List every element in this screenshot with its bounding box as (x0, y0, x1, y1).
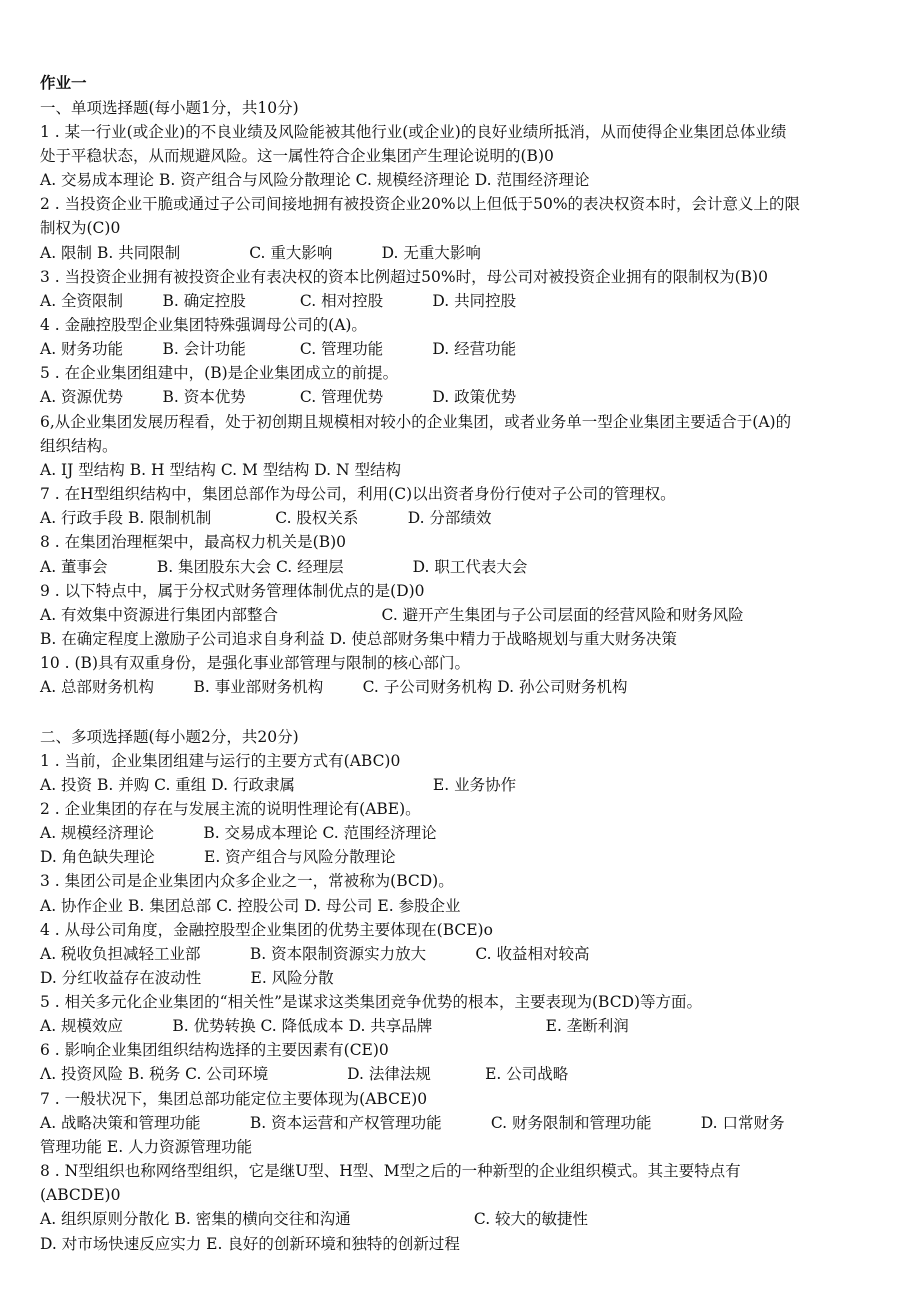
question-line: 制权为(C)0 (40, 219, 121, 237)
question-line: 3 . 当投资企业拥有被投资企业有表决权的资本比例超过50%时，母公司对被投资企业拥有的限制权为(B)0 (40, 268, 768, 286)
section-heading: 一、单项选择题(每小题1分，共10分) (40, 99, 299, 117)
question-line: A. 全资限制 B. 确定控股 C. 相对控股 D. 共同控股 (40, 292, 517, 310)
question-line: 9 . 以下特点中，属于分权式财务管理体制优点的是(D)0 (40, 582, 425, 600)
question-line: 3 . 集团公司是企业集团内众多企业之一，常被称为(BCD)。 (40, 872, 454, 890)
question-line: A. 财务功能 B. 会计功能 C. 管理功能 D. 经营功能 (40, 340, 517, 358)
question-line: A. 总部财务机构 B. 事业部财务机构 C. 子公司财务机构 D. 孙公司财务机构 (40, 678, 628, 696)
question-line: A. 投资 B. 并购 C. 重组 D. 行政隶属 E. 业务协作 (40, 776, 517, 794)
question-line: 5 . 相关多元化企业集团的“相关性”是谋求这类集团竞争优势的根本，主要表现为(BCD)等方面。 (40, 993, 703, 1011)
question-line: 5 . 在企业集团组建中，(B)是企业集团成立的前提。 (40, 364, 399, 382)
question-line: A. 规模经济理论 B. 交易成本理论 C. 范围经济理论 (40, 824, 437, 842)
question-line: 2 . 企业集团的存在与发展主流的说明性理论有(ABE)。 (40, 800, 421, 818)
question-line: 6 . 影响企业集团组织结构选择的主要因素有(CE)0 (40, 1041, 389, 1059)
document-title: 作业一 (40, 74, 87, 92)
question-line: A. 战略决策和管理功能 B. 资本运营和产权管理功能 C. 财务限制和管理功能 D. 口常财务 (40, 1114, 785, 1132)
question-line: A. 行政手段 B. 限制机制 C. 股权关系 D. 分部绩效 (40, 509, 492, 527)
question-line: A. 税收负担减轻工业部 B. 资本限制资源实力放大 C. 收益相对较高 (40, 945, 590, 963)
question-line: 8 . N型组织也称网络型组织，它是继U型、H型、M型之后的一种新型的企业组织模式。其主要特点有 (40, 1162, 741, 1180)
question-line: 8 . 在集团治理框架中，最高权力机关是(B)0 (40, 533, 346, 551)
question-line: 管理功能 E. 人力资源管理功能 (40, 1138, 253, 1156)
question-line: 1 . 某一行业(或企业)的不良业绩及风险能被其他行业(或企业)的良好业绩所抵消，从而使得企业集团总体业绩 (40, 123, 787, 141)
question-line: A. IJ 型结构 B. H 型结构 C. M 型结构 D. N 型结构 (40, 461, 401, 479)
question-line: Λ. 投资风险 B. 税务 C. 公司环境 D. 法律法规 E. 公司战略 (40, 1065, 569, 1083)
question-line: 7 . 一般状况下，集团总部功能定位主要体现为(ABCE)0 (40, 1090, 428, 1108)
question-line: A. 董事会 B. 集团股东大会 C. 经理层 D. 职工代表大会 (40, 558, 528, 576)
question-line: 处于平稳状态，从而规避风险。这一属性符合企业集团产生理论说明的(B)0 (40, 147, 554, 165)
question-line: A. 限制 B. 共同限制 C. 重大影响 D. 无重大影响 (40, 244, 481, 262)
question-line: D. 角色缺失理论 E. 资产组合与风险分散理论 (40, 848, 396, 866)
question-line: A. 协作企业 B. 集团总部 C. 控股公司 D. 母公司 E. 参股企业 (40, 897, 461, 915)
question-line: A. 规模效应 B. 优势转换 C. 降低成本 D. 共享品牌 E. 垄断利润 (40, 1017, 629, 1035)
question-line: 6,从企业集团发展历程看，处于初创期且规模相对较小的企业集团，或者业务单一型企业集团主要适合于(A)的 (40, 413, 792, 431)
question-line: 4 . 从母公司角度，金融控股型企业集团的优势主要体现在(BCE)o (40, 921, 493, 939)
question-line: D. 对市场快速反应实力 E. 良好的创新环境和独特的创新过程 (40, 1235, 460, 1253)
question-line: 2 . 当投资企业干脆或通过子公司间接地拥有被投资企业20%以上但低于50%的表决权资本时，会计意义上的限 (40, 195, 801, 213)
question-line: D. 分红收益存在波动性 E. 风险分散 (40, 969, 334, 987)
question-line: A. 有效集中资源进行集团内部整合 C. 避开产生集团与子公司层面的经营风险和财务风险 (40, 606, 744, 624)
question-line: 10 . (B)具有双重身份，是强化事业部管理与限制的核心部门。 (40, 654, 470, 672)
question-line: B. 在确定程度上激励子公司追求自身利益 D. 使总部财务集中精力于战略规划与重大财务决策 (40, 630, 677, 648)
question-line: 1 . 当前，企业集团组建与运行的主要方式有(ABC)0 (40, 752, 401, 770)
question-line: (ABCDE)0 (40, 1186, 121, 1204)
question-line: A. 组织原则分散化 B. 密集的横向交往和沟通 C. 较大的敏捷性 (40, 1210, 589, 1228)
question-line: A. 交易成本理论 B. 资产组合与风险分散理论 C. 规模经济理论 D. 范围经济理论 (40, 171, 590, 189)
question-line: 4 . 金融控股型企业集团特殊强调母公司的(A)。 (40, 316, 367, 334)
section-heading: 二、多项选择题(每小题2分，共20分) (40, 728, 299, 746)
question-line: 7 . 在H型组织结构中，集团总部作为母公司，利用(C)以出资者身份行使对子公司的管理权。 (40, 485, 676, 503)
question-line: 组织结构。 (40, 437, 118, 455)
question-line: A. 资源优势 B. 资本优势 C. 管理优势 D. 政策优势 (40, 388, 517, 406)
